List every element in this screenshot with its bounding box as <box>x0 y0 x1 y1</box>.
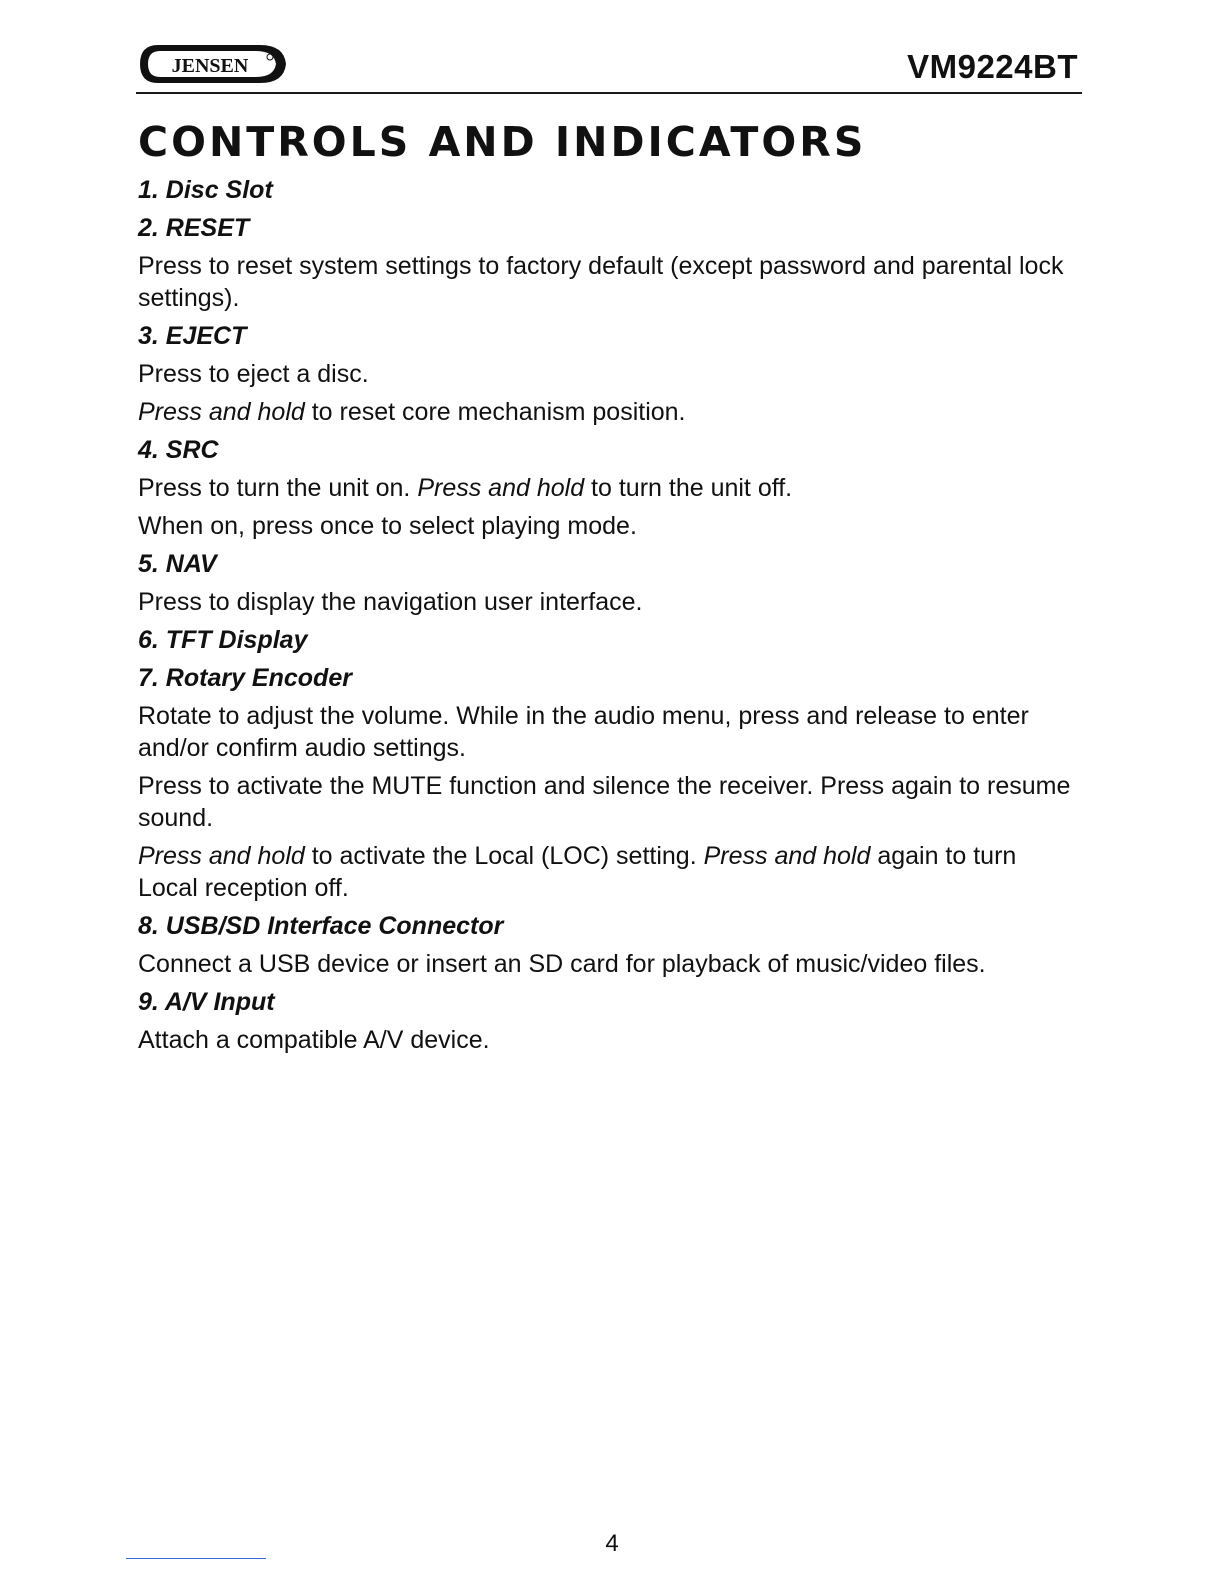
item-description <box>138 358 1078 390</box>
item-description <box>138 840 1078 904</box>
item-heading: 4. SRC <box>138 436 219 464</box>
item-heading: 6. TFT Display <box>138 626 308 654</box>
jensen-logo <box>138 42 288 86</box>
description-text: to turn the unit off. <box>584 474 793 502</box>
description-text: When on, press once to select playing mode. <box>138 512 637 540</box>
item-description <box>138 510 1078 542</box>
item-description <box>138 700 1078 764</box>
svg-text:JENSEN: JENSEN <box>171 55 249 77</box>
page-title: CONTROLS AND INDICATORS <box>138 118 867 166</box>
description-text: Press to turn the unit on. <box>138 474 418 502</box>
emphasis-text: Press and hold <box>138 398 305 426</box>
description-text: to reset core mechanism position. <box>304 398 686 426</box>
description-text: Press to display the navigation user interface. <box>138 588 643 616</box>
model-number: VM9224BT <box>907 48 1078 85</box>
description-text: Rotate to adjust the volume. While in the audio menu, press and release to enter and/or confirm audio settings. <box>138 702 1029 762</box>
description-text: Press to activate the MUTE function and silence the receiver. Press again to resume sound. <box>138 772 1071 832</box>
item-description <box>138 472 1078 504</box>
item-description <box>138 396 1078 428</box>
item-description <box>138 586 1078 618</box>
item-heading: 9. A/V Input <box>138 988 275 1016</box>
item-description <box>138 770 1078 834</box>
item-description <box>138 948 1078 980</box>
description-text: Press to reset system settings to factory default (except password and parental lock settings). <box>138 252 1064 312</box>
description-text: again to turn Local reception off. <box>138 842 1017 902</box>
page-number: 4 <box>605 1530 619 1557</box>
item-heading: 5. NAV <box>138 550 217 578</box>
item-description <box>138 250 1078 314</box>
emphasis-text: Press and hold <box>417 474 585 502</box>
description-text: Attach a compatible A/V device. <box>138 1026 490 1054</box>
emphasis-text: Press and hold <box>138 842 305 870</box>
description-text: Connect a USB device or insert an SD card for playback of music/video files. <box>138 950 986 978</box>
item-heading: 8. USB/SD Interface Connector <box>138 912 504 940</box>
item-heading: 3. EJECT <box>138 322 247 350</box>
item-heading: 2. RESET <box>138 214 250 242</box>
footnote-rule <box>126 1558 266 1559</box>
description-text: to activate the Local (LOC) setting. <box>304 842 704 870</box>
item-heading: 7. Rotary Encoder <box>138 664 352 692</box>
emphasis-text: Press and hold <box>703 842 871 870</box>
controls-list <box>138 174 1078 1062</box>
item-heading: 1. Disc Slot <box>138 176 273 204</box>
description-text: Press to eject a disc. <box>138 360 369 388</box>
item-description <box>138 1024 1078 1056</box>
header-rule <box>136 92 1082 94</box>
